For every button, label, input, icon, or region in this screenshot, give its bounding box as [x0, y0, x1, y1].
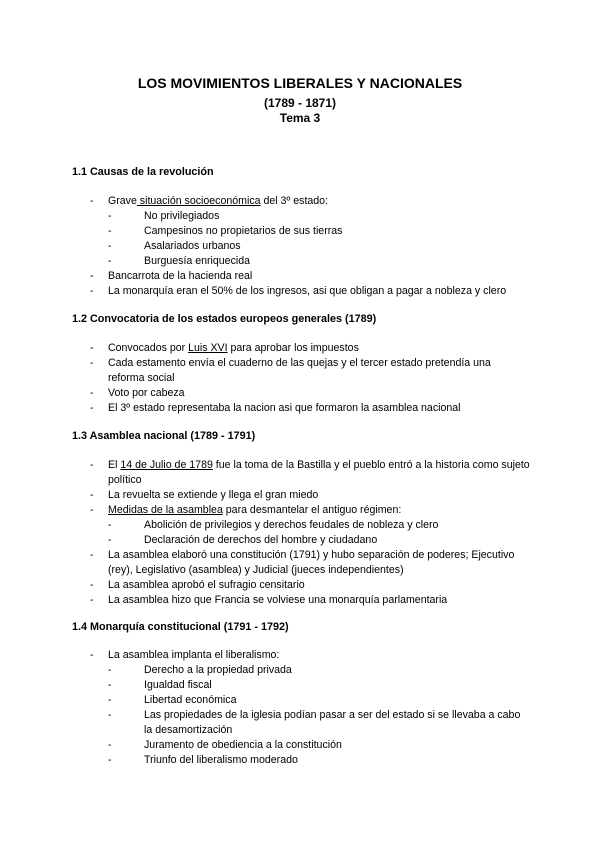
- list-subitem: - Derecho a la propiedad privada: [108, 664, 292, 676]
- list-item: - Convocados por Luis XVI para aprobar los impuestos: [90, 342, 359, 354]
- list-item: - El 3º estado representaba la nacion asi que formaron la asamblea nacional: [90, 402, 461, 414]
- list-subitem: - Campesinos no propietarios de sus tierras: [108, 225, 343, 237]
- list-subitem: - Las propiedades de la iglesia podían pasar a ser del estado si se llevaba a cabo la desamortización: [108, 709, 521, 736]
- section-heading-1-2: 1.2 Convocatoria de los estados europeos generales (1789): [72, 313, 377, 325]
- section-1-2-list: [0, 341, 600, 416]
- list-subitem: - No privilegiados: [108, 210, 220, 222]
- list-item: - Voto por cabeza: [90, 387, 185, 399]
- list-subitem: - Burguesía enriquecida: [108, 255, 251, 267]
- section-1-4-list: [0, 648, 600, 768]
- list-subitem: - Abolición de privilegios y derechos feudales de nobleza y clero: [108, 519, 439, 531]
- list-item: - Bancarrota de la hacienda real: [90, 270, 253, 282]
- list-subitem: - Juramento de obediencia a la constitución: [108, 739, 342, 751]
- section-1-3-list: [0, 458, 600, 608]
- section-1-1-list: [0, 194, 600, 299]
- list-subitem: - Triunfo del liberalismo moderado: [108, 754, 298, 766]
- list-subitem: - Igualdad fiscal: [108, 679, 212, 691]
- list-item: - La asamblea hizo que Francia se volviese una monarquía parlamentaria: [90, 594, 448, 606]
- list-subitem: - Libertad económica: [108, 694, 237, 706]
- section-heading-1-1: 1.1 Causas de la revolución: [72, 166, 214, 178]
- list-item: - El 14 de Julio de 1789 fue la toma de la Bastilla y el pueblo entró a la historia como sujeto político: [90, 459, 530, 486]
- list-subitem: - Declaración de derechos del hombre y ciudadano: [108, 534, 378, 546]
- list-item: - La asamblea elaboró una constitución (1791) y hubo separación de poderes; Ejecutivo (rey), Legislativo (asamblea) y Judicial (jueces independientes): [90, 549, 515, 576]
- list-item: - La asamblea aprobó el sufragio censitario: [90, 579, 305, 591]
- document-tema: Tema 3: [279, 111, 321, 125]
- list-item: - La monarquía eran el 50% de los ingresos, asi que obligan a pagar a nobleza y clero: [90, 285, 507, 297]
- list-item: - La revuelta se extiende y llega el gran miedo: [90, 489, 319, 501]
- list-item: - Cada estamento envía el cuaderno de las quejas y el tercer estado pretendía una reforma social: [90, 357, 491, 384]
- list-item: - La asamblea implanta el liberalismo:: [90, 649, 280, 661]
- document-title: LOS MOVIMIENTOS LIBERALES Y NACIONALES: [137, 75, 463, 91]
- list-item: - Medidas de la asamblea para desmantelar el antiguo régimen:: [90, 504, 402, 516]
- document-years: (1789 - 1871): [263, 96, 337, 110]
- section-heading-1-3: 1.3 Asamblea nacional (1789 - 1791): [72, 430, 256, 442]
- section-heading-1-4: 1.4 Monarquía constitucional (1791 - 1792): [72, 621, 289, 633]
- list-item: - Grave situación socioeconómica del 3º estado:: [90, 195, 329, 207]
- list-subitem: - Asalariados urbanos: [108, 240, 241, 252]
